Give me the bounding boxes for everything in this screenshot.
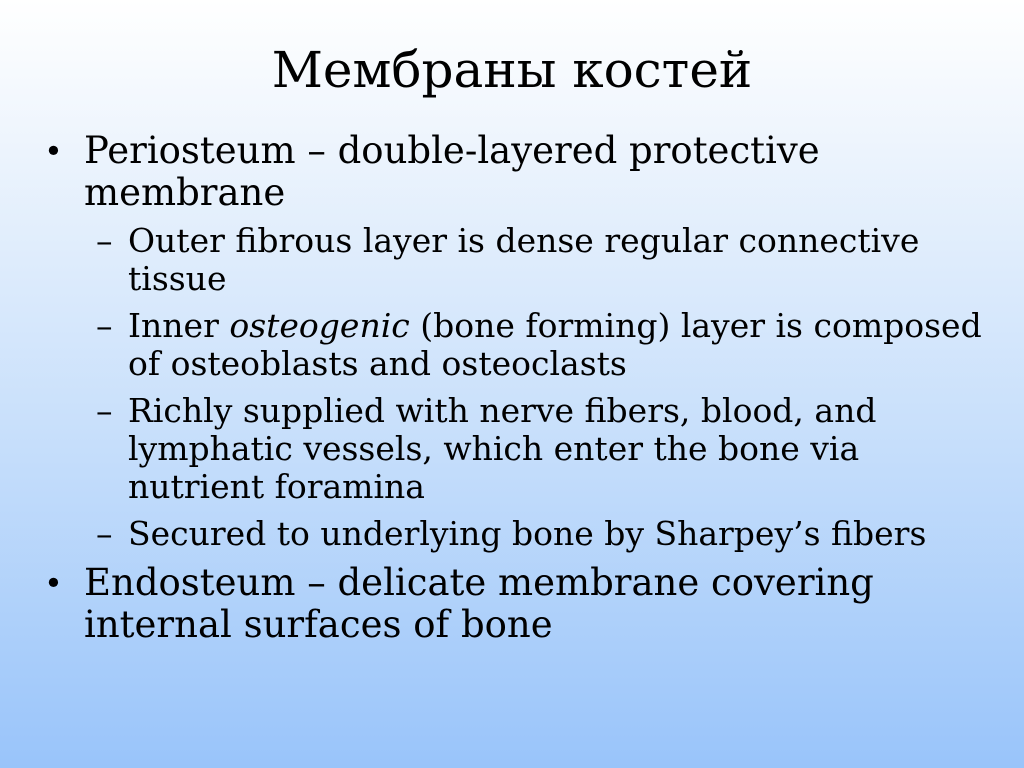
- subitem-text: Secured to underlying bone by Sharpey’s fibers: [128, 514, 927, 553]
- bullet-text: Periosteum – double-layered protective membrane: [84, 129, 820, 214]
- subitem-text: Richly supplied with nerve fibers, blood, and lymphatic vessels, which enter the bone via nutrient foramina: [128, 391, 877, 506]
- subitem-sharpeys-fibers: [40, 515, 1000, 553]
- bullet-endosteum: [40, 562, 1000, 646]
- dash-marker: –: [96, 514, 113, 553]
- slide-body: [40, 130, 1000, 654]
- subitem-text: Outer fibrous layer is dense regular connective tissue: [128, 221, 920, 298]
- bullet-text: Endosteum – delicate membrane covering internal surfaces of bone: [84, 561, 874, 646]
- slide-title: Мембраны костей: [271, 41, 753, 99]
- bullet-periosteum: [40, 130, 1000, 214]
- dash-marker: –: [96, 391, 113, 430]
- subitem-outer-fibrous-layer: [40, 222, 1000, 298]
- subitem-text-after: (bone forming) layer is composed of osteoblasts and osteoclasts: [128, 306, 982, 383]
- bullet-marker: •: [44, 564, 63, 602]
- dash-marker: –: [96, 221, 113, 260]
- subitem-richly-supplied: [40, 392, 1000, 506]
- subitem-text-before: Inner: [128, 306, 230, 345]
- dash-marker: –: [96, 306, 113, 345]
- bullet-marker: •: [44, 132, 63, 170]
- subitem-inner-osteogenic-layer: [40, 307, 1000, 383]
- subitem-text-italic: osteogenic: [229, 306, 410, 345]
